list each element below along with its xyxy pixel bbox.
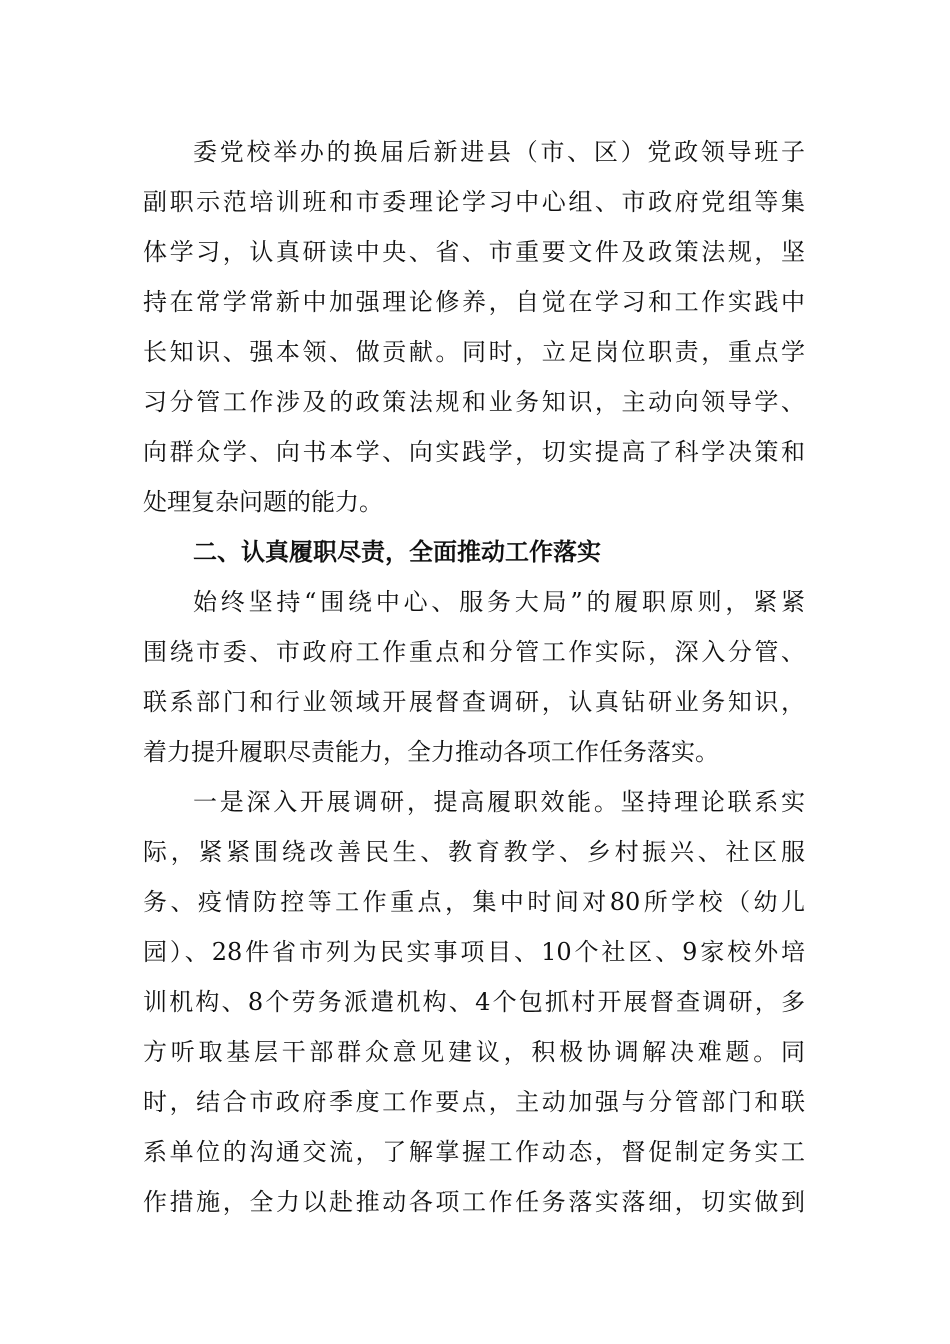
paragraph-line: 联系部门和行业领域开展督查调研，认真钻研业务知识， <box>143 688 805 716</box>
section-heading: 二、认真履职尽责，全面推动工作落实 <box>193 538 601 566</box>
paragraph-line: 向群众学、向书本学、向实践学，切实提高了科学决策和 <box>143 438 805 466</box>
paragraph-1 <box>143 127 805 527</box>
paragraph-3 <box>143 777 805 1227</box>
paragraph-line: 习分管工作涉及的政策法规和业务知识，主动向领导学、 <box>143 388 805 416</box>
paragraph-line: 委党校举办的换届后新进县（市、区）党政领导班子 <box>193 138 805 166</box>
paragraph-line: 作措施，全力以赴推动各项工作任务落实落细，切实做到 <box>143 1188 805 1216</box>
paragraph-line: 时，结合市政府季度工作要点，主动加强与分管部门和联 <box>143 1088 805 1116</box>
paragraph-line: 体学习，认真研读中央、省、市重要文件及政策法规，坚 <box>143 238 805 266</box>
paragraph-line: 副职示范培训班和市委理论学习中心组、市政府党组等集 <box>143 188 805 216</box>
paragraph-line: 务、疫情防控等工作重点，集中时间对80所学校（幼儿 <box>143 888 805 916</box>
paragraph-line: 着力提升履职尽责能力，全力推动各项工作任务落实。 <box>143 738 719 766</box>
paragraph-line: 训机构、8个劳务派遣机构、4个包抓村开展督查调研，多 <box>143 988 805 1016</box>
paragraph-line: 持在常学常新中加强理论修养，自觉在学习和工作实践中 <box>143 288 805 316</box>
paragraph-line: 方听取基层干部群众意见建议，积极协调解决难题。同 <box>143 1038 805 1066</box>
paragraph-line: 围绕市委、市政府工作重点和分管工作实际，深入分管、 <box>143 638 805 666</box>
paragraph-line: 园）、28件省市列为民实事项目、10个社区、9家校外培 <box>143 938 805 966</box>
paragraph-line: 处理复杂问题的能力。 <box>143 488 383 516</box>
paragraph-line: 系单位的沟通交流，了解掌握工作动态，督促制定务实工 <box>143 1138 805 1166</box>
paragraph-line: 始终坚持“围绕中心、服务大局”的履职原则，紧紧 <box>193 588 805 616</box>
paragraph-line: 际，紧紧围绕改善民生、教育教学、乡村振兴、社区服 <box>143 838 805 866</box>
paragraph-line: 长知识、强本领、做贡献。同时，立足岗位职责，重点学 <box>143 338 805 366</box>
paragraph-2 <box>143 577 805 777</box>
document-body <box>143 127 805 1227</box>
paragraph-line: 一是深入开展调研，提高履职效能。坚持理论联系实 <box>193 788 805 816</box>
